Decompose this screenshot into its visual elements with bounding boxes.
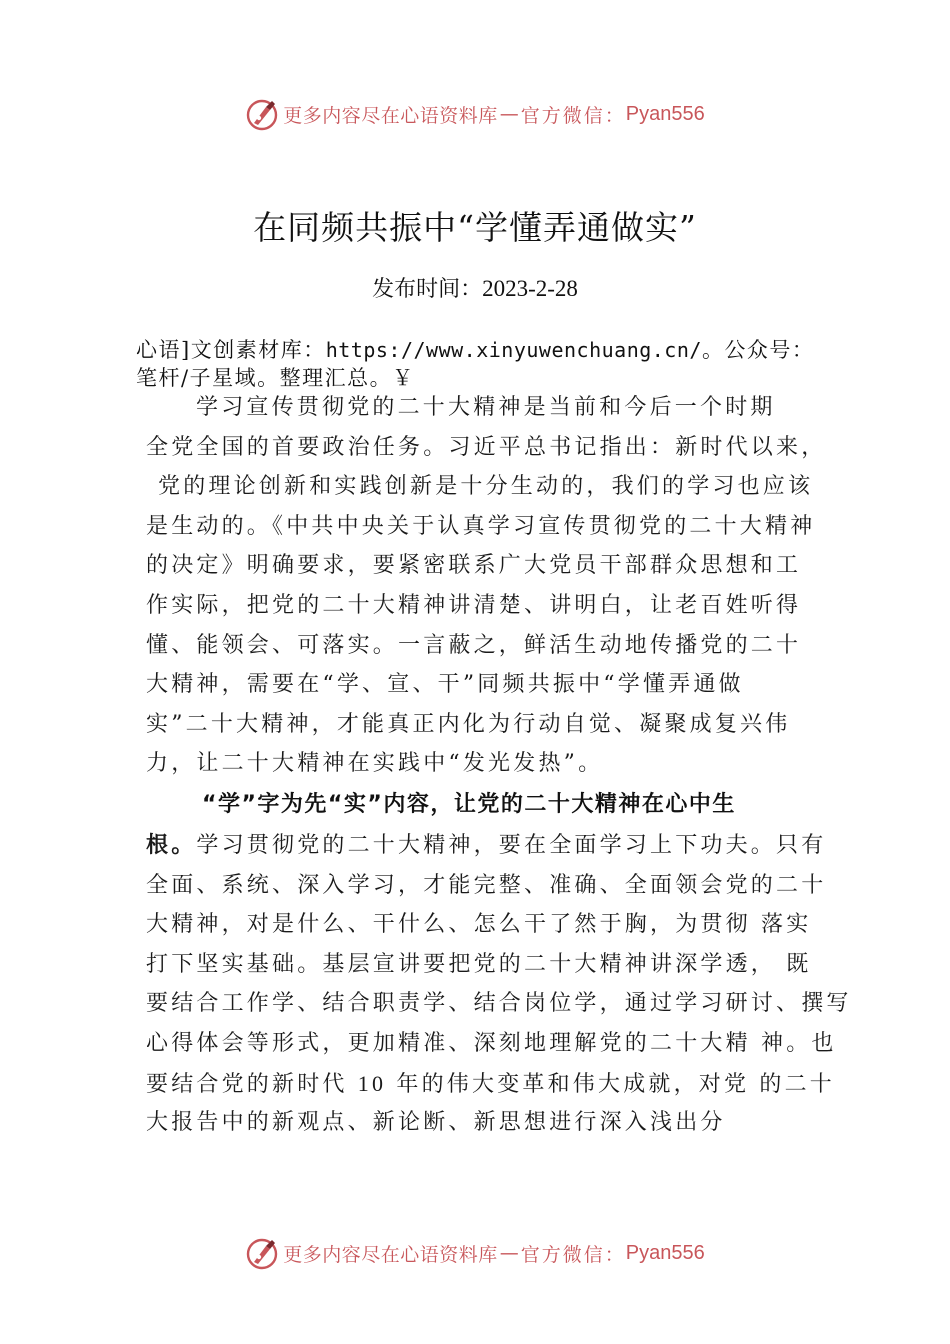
source-note	[136, 336, 876, 392]
paragraph-line: 大报告中的新观点、新论断、新思想进行深入浅出分	[146, 1110, 726, 1136]
banner-wechat-id: Pyan556	[625, 1241, 705, 1264]
source-url: https://www.xinyuwenchuang.cn/	[325, 338, 702, 362]
paragraph-line: 全面、系统、深入学习，才能完整、准确、全面领会党的二十	[146, 872, 827, 898]
paragraph-line: 大精神，需要在“学、宣、干”同频共振中“学懂弄通做	[146, 672, 744, 698]
source-prefix: 心语]文创素材库：	[136, 338, 326, 362]
paragraph-line	[146, 1064, 836, 1104]
pen-nib-circle-icon	[245, 97, 279, 131]
paragraph-text: 年的伟大变革和伟大成就，对党 的二十	[386, 1071, 835, 1097]
banner-wechat-label: 官方微信：	[520, 104, 626, 127]
paragraph-line	[146, 826, 836, 866]
source-suffix: 。公众号：	[701, 338, 815, 362]
publish-date-label: 发布时间：	[372, 277, 483, 302]
paragraph-text: 学习贯彻党的二十大精神，要在全面学习上下功夫。只有	[196, 832, 827, 858]
paragraph-line: 打下坚实基础。基层宣讲要把党的二十大精神讲深学透， 既	[146, 951, 812, 977]
banner-wechat-label: 官方微信：	[520, 1243, 626, 1266]
paragraph-number: 10	[357, 1070, 387, 1096]
paragraph-line: 是生动的。《中共中央关于认真学习宣传贯彻党的二十大精神	[146, 513, 816, 539]
paragraph-line: 作实际，把党的二十大精神讲清楚、讲明白，让老百姓听得	[146, 592, 802, 618]
source-line2: 笔杆/子星域。整理汇总。￥	[136, 366, 415, 390]
page-title: 在同频共振中“学懂弄通做实”	[253, 208, 697, 247]
banner-text: 更多内容尽在心语资料库	[283, 1243, 498, 1266]
paragraph-line: 心得体会等形式，更加精准、深刻地理解党的二十大精 神。也	[146, 1030, 837, 1056]
paragraph-text: 要结合党的新时代	[146, 1071, 358, 1097]
article-body	[146, 388, 852, 1143]
banner-text: 更多内容尽在心语资料库	[283, 104, 498, 127]
banner-separator: —	[499, 103, 519, 125]
footer-watermark-banner	[0, 1233, 950, 1273]
publish-date	[0, 272, 950, 303]
heading-tail: 根。	[146, 832, 197, 858]
paragraph-line: 懂、能领会、可落实。一言蔽之，鲜活生动地传播党的二十	[146, 632, 802, 658]
paragraph-line: 的决定》明确要求，要紧密联系广大党员干部群众思想和工	[146, 553, 802, 579]
banner-separator: —	[499, 1242, 519, 1264]
paragraph-line: 要结合工作学、结合职责学、结合岗位学，通过学习研讨、撰写	[146, 991, 852, 1017]
paragraph-line: 大精神，对是什么、干什么、怎么干了然于胸，为贯彻 落实	[146, 912, 812, 938]
header-watermark-banner	[0, 94, 950, 134]
pen-nib-circle-icon	[245, 1236, 279, 1270]
publish-date-value: 2023-2-28	[482, 276, 578, 301]
paragraph-line: 实”二十大精神，才能真正内化为行动自觉、凝聚成复兴伟	[146, 711, 791, 737]
paragraph-line: 力，让二十大精神在实践中“发光发热”。	[146, 751, 604, 777]
paragraph-line: 学习宣传贯彻党的二十大精神是当前和今后一个时期	[196, 395, 776, 420]
banner-wechat-id: Pyan556	[625, 102, 705, 125]
paragraph-line: 全党全国的首要政治任务。习近平总书记指出：新时代以来，	[146, 434, 827, 460]
paragraph-line: 党的理论创新和实践创新是十分生动的，我们的学习也应该	[158, 474, 814, 500]
section-heading: “学”字为先“实”内容，让党的二十大精神在心中生	[202, 791, 736, 817]
